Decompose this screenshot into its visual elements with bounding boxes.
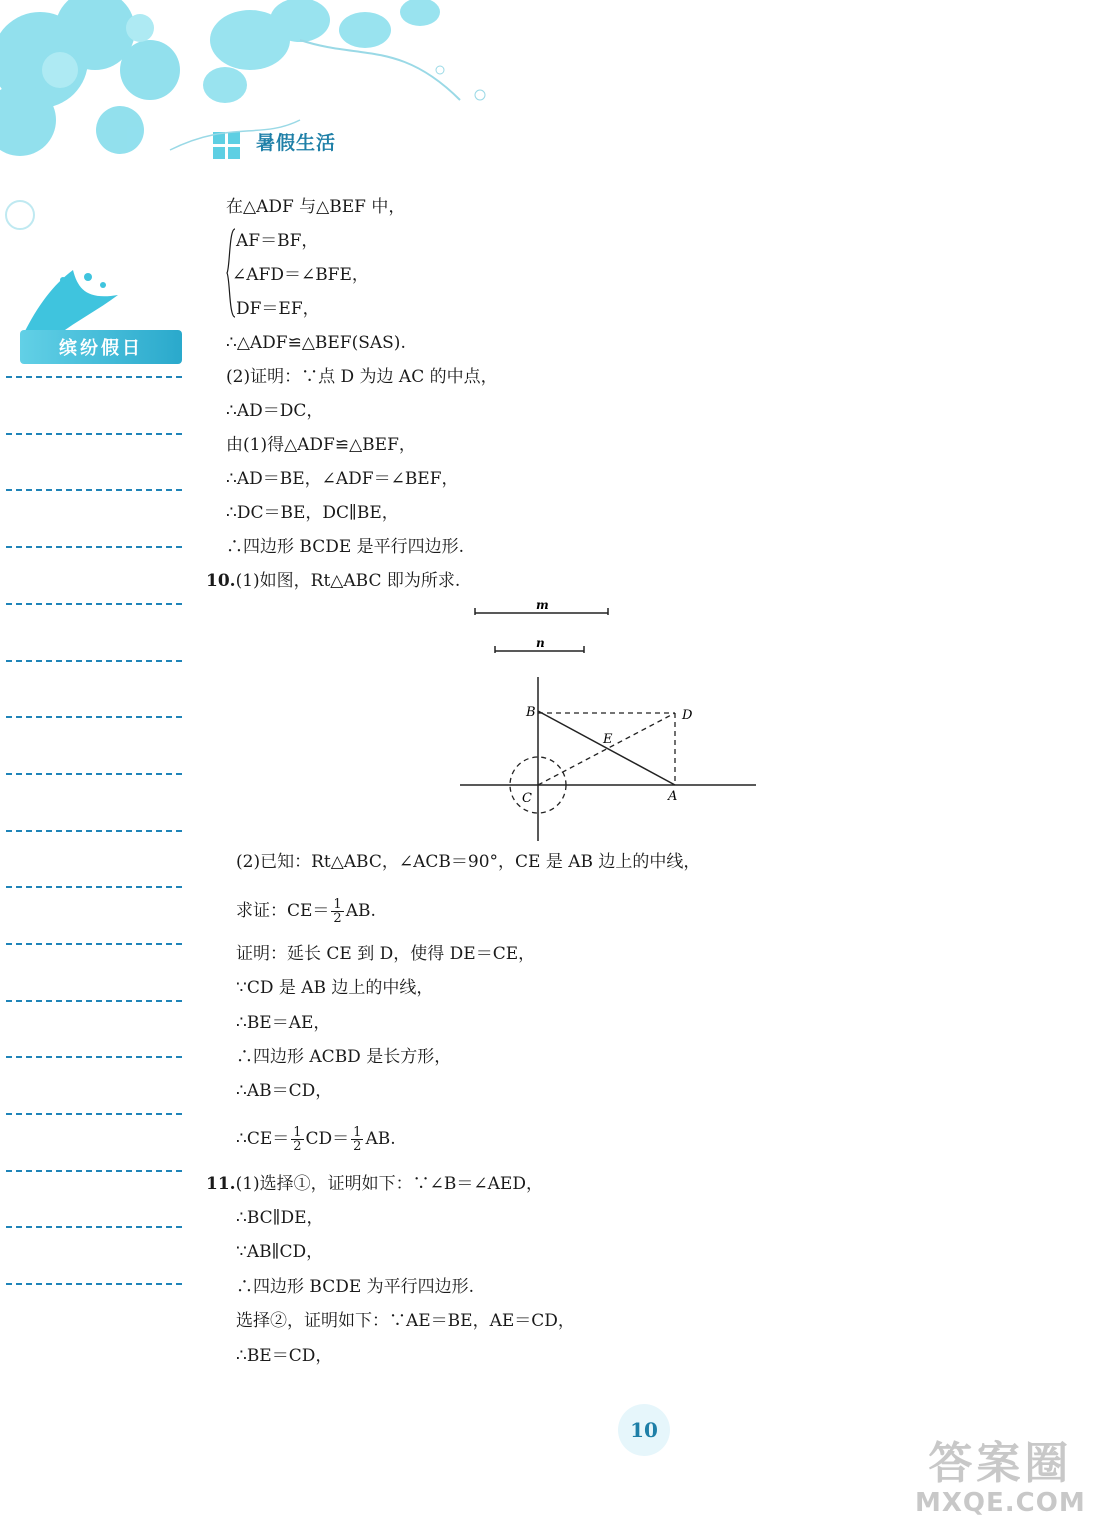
point-a-label: A	[668, 789, 678, 804]
text-fragment: CD＝	[305, 1129, 350, 1149]
text-line: ∴BE＝CD，	[236, 1346, 333, 1366]
question-text: (1)选择①，证明如下：∵∠B＝∠AED，	[235, 1174, 543, 1194]
note-line	[6, 1000, 182, 1002]
text-line: ∵AB∥CD，	[236, 1242, 324, 1262]
text-line: ∠AFD＝∠BFE，	[232, 265, 369, 285]
watermark-url: MXQE.COM	[915, 1488, 1086, 1518]
note-line	[6, 376, 182, 378]
text-line: ∴AB＝CD，	[236, 1081, 333, 1101]
point-b-label: B	[526, 705, 536, 720]
text-fragment: 求证：CE＝	[236, 901, 330, 921]
note-line	[6, 1056, 182, 1058]
header-title: 暑假生活	[256, 132, 337, 154]
text-line: ∴四边形 BCDE 为平行四边形.	[236, 1277, 475, 1297]
geometry-figure	[455, 595, 765, 845]
point-e-label: E	[603, 732, 613, 747]
segment-ba	[538, 711, 675, 785]
text-line: DF＝EF，	[236, 299, 320, 319]
text-line: ∵CD 是 AB 边上的中线，	[236, 978, 434, 998]
point-d-label: D	[682, 708, 693, 723]
watermark-title: 答案圈	[928, 1438, 1073, 1489]
text-line: 证明：延长 CE 到 D，使得 DE＝CE，	[236, 944, 536, 964]
text-line: 在△ADF 与△BEF 中，	[226, 197, 406, 217]
note-line	[6, 1113, 182, 1115]
splash-decoration	[18, 265, 128, 340]
note-line	[6, 1226, 182, 1228]
question-11	[206, 1173, 543, 1195]
fraction-half: $\frac{1}{2}$	[333, 897, 342, 926]
note-line	[6, 489, 182, 491]
text-line	[236, 898, 376, 925]
note-line	[6, 546, 182, 548]
text-line: (2)证明：∵点 D 为边 AC 的中点，	[226, 367, 498, 387]
question-number: 10.	[206, 571, 236, 591]
note-line	[6, 716, 182, 718]
segment-n-label: n	[536, 636, 545, 650]
text-line: ∴四边形 BCDE 是平行四边形.	[226, 537, 465, 557]
fraction-half: $\frac{1}{2}$	[293, 1125, 302, 1154]
text-line: 由(1)得△ADF≌△BEF，	[226, 435, 416, 455]
segment-m-label: m	[536, 598, 549, 612]
text-line: AF＝BF，	[236, 231, 319, 251]
fraction-half: $\frac{1}{2}$	[353, 1125, 362, 1154]
text-line: ∴BE＝AE，	[236, 1013, 331, 1033]
text-line: ∴△ADF≌△BEF(SAS).	[226, 333, 406, 353]
note-line	[6, 433, 182, 435]
note-line	[6, 830, 182, 832]
note-line	[6, 886, 182, 888]
watermark	[915, 1440, 1086, 1518]
note-line	[6, 773, 182, 775]
text-line: ∴四边形 ACBD 是长方形，	[236, 1047, 452, 1067]
note-line	[6, 943, 182, 945]
note-line	[6, 603, 182, 605]
text-line: ∴AD＝DC，	[226, 401, 324, 421]
text-line: 选择②，证明如下：∵AE＝BE，AE＝CD，	[236, 1311, 575, 1331]
text-line: (2)已知：Rt△ABC，∠ACB＝90°，CE 是 AB 边上的中线，	[236, 852, 701, 872]
text-fragment: ∴CE＝	[236, 1129, 290, 1149]
text-line: ∴AD＝BE，∠ADF＝∠BEF，	[226, 469, 459, 489]
question-text: (1)如图，Rt△ABC 即为所求.	[235, 571, 461, 591]
page-number: 10	[618, 1404, 670, 1456]
question-10	[206, 570, 460, 592]
point-c-label: C	[522, 791, 532, 806]
text-fragment: AB.	[345, 901, 376, 921]
text-line	[236, 1126, 396, 1153]
text-line: ∴DC＝BE，DC∥BE，	[226, 503, 399, 523]
text-fragment: AB.	[365, 1129, 396, 1149]
note-line	[6, 1283, 182, 1285]
note-line	[6, 1170, 182, 1172]
note-line	[6, 660, 182, 662]
text-line: ∴BC∥DE，	[236, 1208, 324, 1228]
section-badge: 缤纷假日	[20, 330, 182, 364]
question-number: 11.	[206, 1174, 236, 1194]
